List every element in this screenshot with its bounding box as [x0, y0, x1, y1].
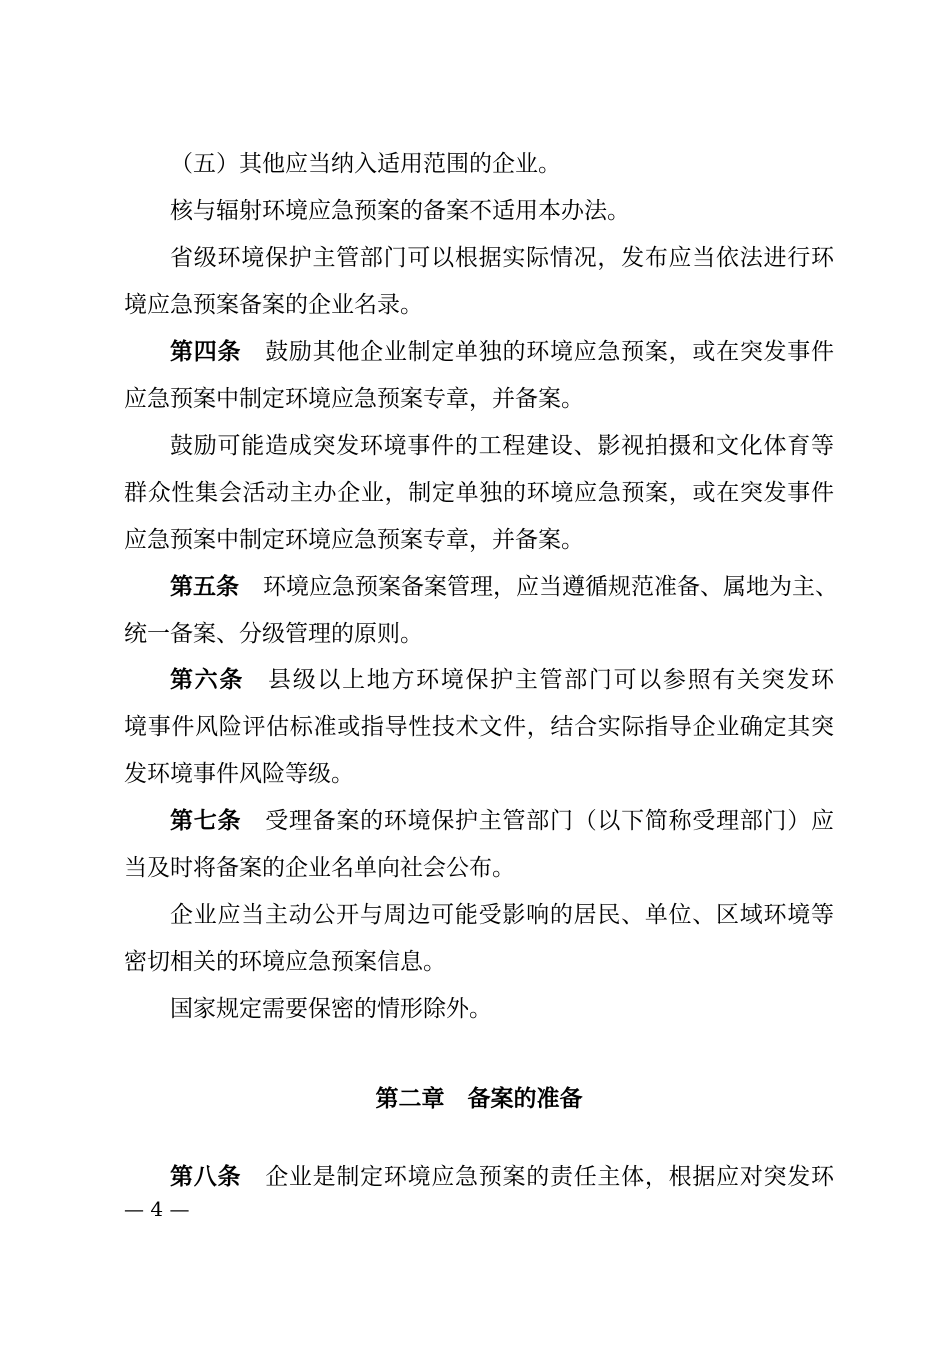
- article-5-line-1: [170, 572, 838, 602]
- article-7-line-2: 当及时将备案的企业名单向社会公布。: [124, 855, 515, 881]
- article-7-line-1: [170, 806, 834, 836]
- paragraph-encourage-line-3: 应急预案中制定环境应急预案专章，并备案。: [124, 527, 584, 553]
- paragraph-disclosure-line-2: 密切相关的环境应急预案信息。: [124, 949, 446, 975]
- article-4-line-1: [170, 337, 834, 367]
- paragraph-encourage-line-1: 鼓励可能造成突发环境事件的工程建设、影视拍摄和文化体育等: [170, 433, 834, 459]
- article-7-label: 第七条: [170, 808, 242, 834]
- paragraph-provincial-line-1: 省级环境保护主管部门可以根据实际情况，发布应当依法进行环: [170, 245, 834, 271]
- article-8-line-1: [170, 1162, 834, 1192]
- article-4-text: 鼓励其他企业制定单独的环境应急预案，或在突发事件: [265, 339, 835, 365]
- page-number: — 4 —: [124, 1197, 190, 1221]
- article-4-label: 第四条: [170, 339, 242, 365]
- article-5-text: 环境应急预案备案管理，应当遵循规范准备、属地为主、: [263, 574, 838, 600]
- paragraph-confidential: 国家规定需要保密的情形除外。: [170, 996, 492, 1022]
- paragraph-encourage-line-2: 群众性集会活动主办企业，制定单独的环境应急预案，或在突发事件: [124, 480, 834, 506]
- article-6-line-2: 境事件风险评估标准或指导性技术文件，结合实际指导企业确定其突: [124, 714, 834, 740]
- article-7-text: 受理备案的环境保护主管部门（以下简称受理部门）应: [265, 808, 835, 834]
- paragraph-provincial-line-2: 境应急预案备案的企业名录。: [124, 292, 423, 318]
- article-5-label: 第五条: [170, 574, 239, 600]
- paragraph-item-5: （五）其他应当纳入适用范围的企业。: [170, 151, 561, 177]
- article-6-label: 第六条: [170, 667, 245, 693]
- paragraph-disclosure-line-1: 企业应当主动公开与周边可能受影响的居民、单位、区域环境等: [170, 902, 834, 928]
- article-4-line-2: 应急预案中制定环境应急预案专章，并备案。: [124, 386, 584, 412]
- paragraph-nuclear-exclusion: 核与辐射环境应急预案的备案不适用本办法。: [170, 198, 630, 224]
- article-5-line-2: 统一备案、分级管理的原则。: [124, 621, 423, 647]
- article-6-line-1: [170, 665, 834, 695]
- article-6-text: 县级以上地方环境保护主管部门可以参照有关突发环: [268, 667, 835, 693]
- chapter-2-heading: 第二章 备案的准备: [375, 1086, 583, 1112]
- article-6-line-3: 发环境事件风险等级。: [124, 761, 354, 787]
- article-8-text: 企业是制定环境应急预案的责任主体，根据应对突发环: [265, 1164, 835, 1190]
- article-8-label: 第八条: [170, 1164, 242, 1190]
